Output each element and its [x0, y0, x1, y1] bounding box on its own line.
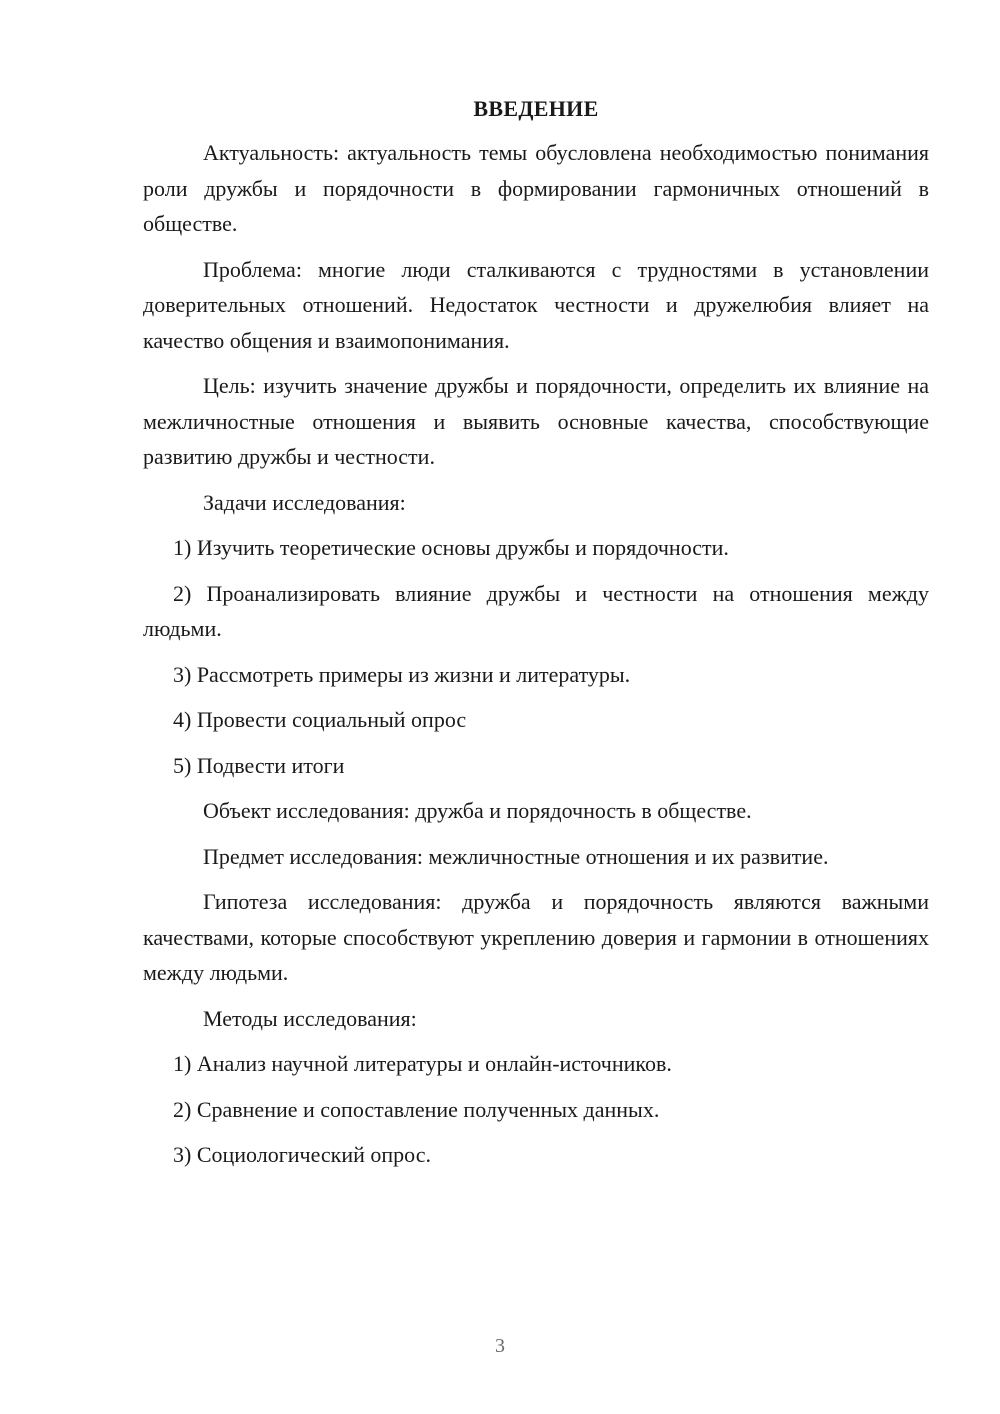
methods-heading: Методы исследования: — [203, 1005, 417, 1031]
section-title: ВВЕДЕНИЕ — [473, 96, 599, 121]
problem-paragraph: Проблема: многие люди сталкиваются с трудностями в установлении доверительных отношений. Недостаток честности и дружелюбия влияет на качество общения и взаимопонимания. — [143, 256, 929, 353]
research-object: Объект исследования: дружба и порядочность в обществе. — [203, 798, 752, 823]
research-subject: Предмет исследования: межличностные отношения и их развитие. — [203, 843, 829, 869]
task-item: 3) Рассмотреть примеры из жизни и литературы. — [173, 661, 631, 687]
relevance-paragraph: Актуальность: актуальность темы обусловлена необходимостью понимания роли дружбы и порядочности в формировании гармоничных отношений в обществе. — [143, 140, 929, 236]
task-item: 1) Изучить теоретические основы дружбы и порядочности. — [173, 535, 729, 560]
task-item: 4) Провести социальный опрос — [173, 707, 467, 732]
page-content — [143, 91, 929, 1183]
research-hypothesis: Гипотеза исследования: дружба и порядочность являются важными качествами, которые способствуют укреплению доверия и гармонии в отношениях между людьми. — [143, 889, 929, 985]
goal-paragraph: Цель: изучить значение дружбы и порядочности, определить их влияние на межличностные отношения и выявить основные качества, способствующие развитию дружбы и честности. — [143, 373, 929, 469]
tasks-heading: Задачи исследования: — [203, 489, 406, 515]
task-item: 2) Проанализировать влияние дружбы и честности на отношения между людьми. — [143, 580, 929, 641]
method-item: 2) Сравнение и сопоставление полученных данных. — [173, 1096, 660, 1122]
page-number: 3 — [495, 1335, 505, 1357]
task-item: 5) Подвести итоги — [173, 752, 345, 778]
method-item: 3) Социологический опрос. — [173, 1142, 431, 1167]
method-item: 1) Анализ научной литературы и онлайн-источников. — [173, 1051, 672, 1076]
